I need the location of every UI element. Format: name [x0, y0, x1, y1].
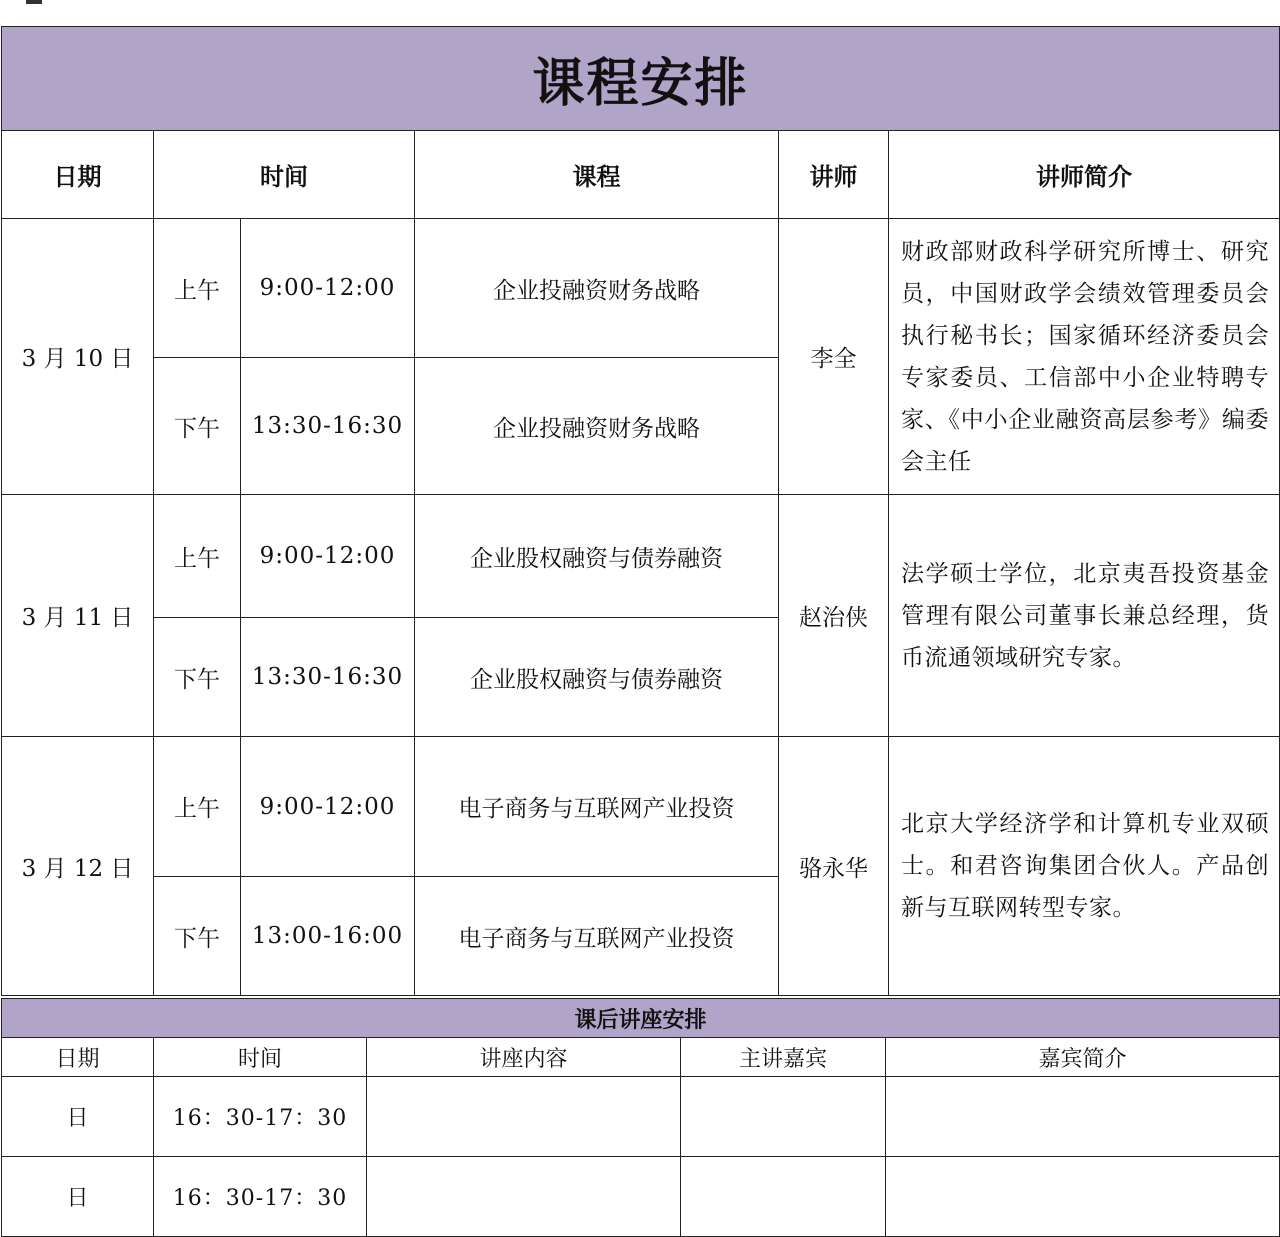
lecture-time: 16：30-17：30 — [154, 1157, 367, 1237]
lecturer-name: 骆永华 — [779, 737, 889, 996]
lecture-speaker — [681, 1077, 886, 1157]
top-edge-mark — [26, 0, 42, 4]
session-course: 企业投融资财务战略 — [415, 219, 779, 358]
lecture-time: 16：30-17：30 — [154, 1077, 367, 1157]
header-lecturer-bio: 讲师简介 — [889, 131, 1280, 219]
session-course: 企业投融资财务战略 — [415, 358, 779, 495]
session-time: 13:00-16:00 — [241, 877, 415, 996]
session-period: 上午 — [154, 737, 241, 877]
header-time: 时间 — [154, 131, 415, 219]
lecture-schedule-table — [1, 998, 1280, 1237]
lecture-date: 日 — [2, 1077, 154, 1157]
day-date: 3 月 11 日 — [2, 495, 154, 737]
course-schedule-table — [1, 26, 1280, 996]
day-date: 3 月 12 日 — [2, 737, 154, 996]
session-period: 下午 — [154, 618, 241, 737]
lecture-title: 课后讲座安排 — [2, 999, 1280, 1038]
table-row — [2, 737, 1280, 877]
lecture-header-speaker: 主讲嘉宾 — [681, 1038, 886, 1077]
session-time: 13:30-16:30 — [241, 618, 415, 737]
schedule-title: 课程安排 — [2, 27, 1280, 131]
lecturer-bio: 北京大学经济学和计算机专业双硕士。和君咨询集团合伙人。产品创新与互联网转型专家。 — [889, 737, 1280, 996]
session-period: 上午 — [154, 495, 241, 618]
lecture-content — [367, 1157, 681, 1237]
header-lecturer: 讲师 — [779, 131, 889, 219]
lecturer-bio: 财政部财政科学研究所博士、研究员，中国财政学会绩效管理委员会执行秘书长；国家循环经济委员会专家委员、工信部中小企业特聘专家、《中小企业融资高层参考》编委会主任 — [889, 219, 1280, 495]
lecture-header-time: 时间 — [154, 1038, 367, 1077]
session-course: 企业股权融资与债券融资 — [415, 618, 779, 737]
lecture-header-content: 讲座内容 — [367, 1038, 681, 1077]
table-row — [2, 1077, 1280, 1157]
session-course: 电子商务与互联网产业投资 — [415, 877, 779, 996]
session-period: 下午 — [154, 358, 241, 495]
table-row — [2, 495, 1280, 618]
session-course: 企业股权融资与债券融资 — [415, 495, 779, 618]
lecture-date: 日 — [2, 1157, 154, 1237]
header-date: 日期 — [2, 131, 154, 219]
lecture-header-speaker-bio: 嘉宾简介 — [886, 1038, 1280, 1077]
table-row — [2, 219, 1280, 358]
session-time: 9:00-12:00 — [241, 737, 415, 877]
session-course: 电子商务与互联网产业投资 — [415, 737, 779, 877]
session-time: 9:00-12:00 — [241, 219, 415, 358]
session-period: 下午 — [154, 877, 241, 996]
lecturer-name: 李全 — [779, 219, 889, 495]
session-time: 9:00-12:00 — [241, 495, 415, 618]
lecture-header-date: 日期 — [2, 1038, 154, 1077]
lecture-speaker — [681, 1157, 886, 1237]
lecture-content — [367, 1077, 681, 1157]
session-time: 13:30-16:30 — [241, 358, 415, 495]
lecture-speaker-bio — [886, 1077, 1280, 1157]
lecture-speaker-bio — [886, 1157, 1280, 1237]
day-date: 3 月 10 日 — [2, 219, 154, 495]
lecturer-name: 赵治侠 — [779, 495, 889, 737]
session-period: 上午 — [154, 219, 241, 358]
header-course: 课程 — [415, 131, 779, 219]
table-row — [2, 1157, 1280, 1237]
lecturer-bio: 法学硕士学位，北京夷吾投资基金管理有限公司董事长兼总经理，货币流通领域研究专家。 — [889, 495, 1280, 737]
